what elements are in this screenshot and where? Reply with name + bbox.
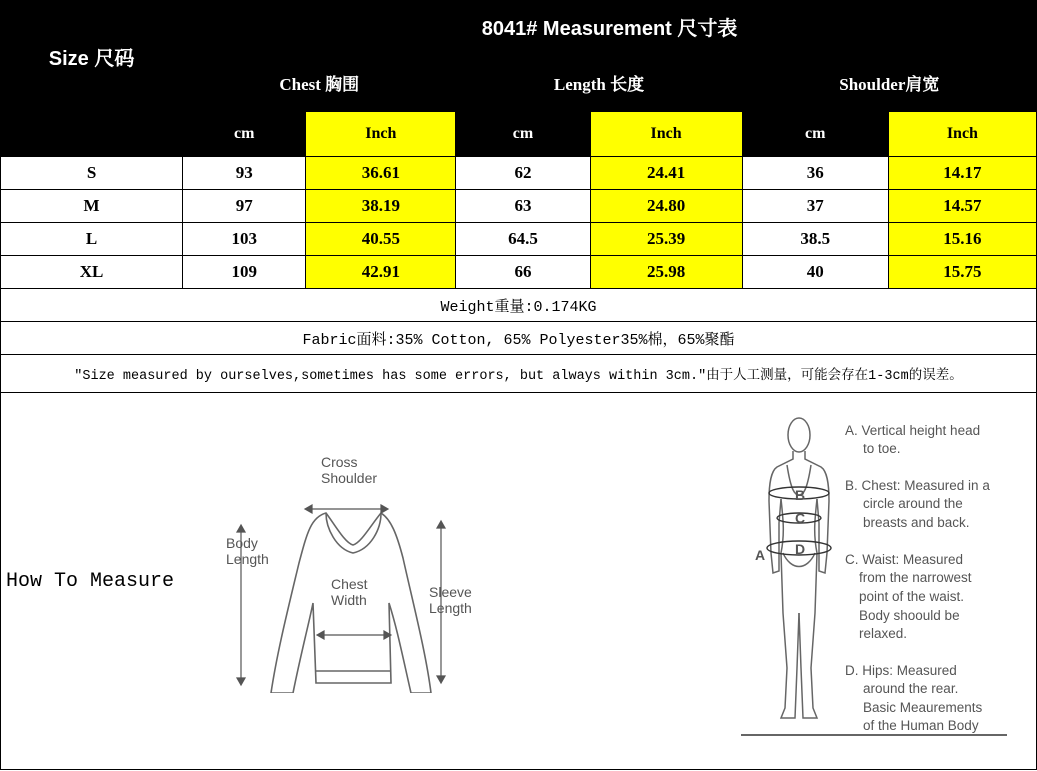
chest-inch: 42.91	[306, 256, 456, 289]
table-row	[1, 256, 1037, 289]
chest-inch: 40.55	[306, 223, 456, 256]
chest-cm: 109	[183, 256, 306, 289]
length-cm: 64.5	[456, 223, 590, 256]
shoulder-cm: 36	[742, 157, 888, 190]
note-c: Body shoould be	[859, 608, 960, 623]
length-cm: 63	[456, 190, 590, 223]
length-cm: 62	[456, 157, 590, 190]
table-title: 8041# Measurement 尺寸表	[183, 1, 1037, 53]
shoulder-inch: 15.75	[888, 256, 1036, 289]
unit-header: Inch	[590, 112, 742, 157]
chest-cm: 97	[183, 190, 306, 223]
chest-width-label: Width	[331, 592, 367, 608]
shoulder-cm: 37	[742, 190, 888, 223]
body-measure-diagram	[739, 413, 1019, 758]
note-c: point of the waist.	[859, 589, 965, 604]
size-label: XL	[1, 256, 183, 289]
error-note-row: "Size measured by ourselves,sometimes has some errors, but always within 3cm."由于人工测量，可能会存在1-3cm的误差。	[1, 355, 1037, 393]
shoulder-inch: 14.57	[888, 190, 1036, 223]
letter-d: D	[795, 541, 806, 557]
sleeve-length-label: Sleeve	[429, 584, 472, 600]
table-row	[1, 157, 1037, 190]
shoulder-cm: 40	[742, 256, 888, 289]
shoulder-inch: 14.17	[888, 157, 1036, 190]
unit-header: Inch	[306, 112, 456, 157]
size-label: L	[1, 223, 183, 256]
unit-header: cm	[742, 112, 888, 157]
note-c: C. Waist: Measured	[845, 552, 964, 567]
size-label: S	[1, 157, 183, 190]
note-a: A. Vertical height head	[845, 423, 981, 438]
note-d: around the rear.	[863, 681, 959, 696]
table-row	[1, 190, 1037, 223]
letter-c: C	[795, 510, 806, 526]
length-inch: 25.98	[590, 256, 742, 289]
length-inch: 24.41	[590, 157, 742, 190]
shoulder-cm: 38.5	[742, 223, 888, 256]
note-b: B. Chest: Measured in a	[845, 478, 990, 493]
length-group-header: Length 长度	[456, 53, 742, 112]
unit-header: Inch	[888, 112, 1036, 157]
note-b: circle around the	[863, 496, 963, 511]
human-body-icon	[769, 418, 829, 718]
letter-a: A	[755, 547, 766, 563]
note-b: breasts and back.	[863, 515, 970, 530]
unit-header-blank	[1, 112, 183, 157]
chest-group-header: Chest 胸围	[183, 53, 456, 112]
body-length-label: Body	[226, 535, 258, 551]
cross-shoulder-label: Cross	[321, 454, 358, 470]
note-c: relaxed.	[859, 626, 908, 641]
body-length-label: Length	[226, 551, 269, 567]
shoulder-group-header: Shoulder肩宽	[742, 53, 1036, 112]
note-d: Basic Meaurements	[863, 700, 983, 715]
length-cm: 66	[456, 256, 590, 289]
how-to-measure-section	[0, 393, 1037, 770]
chest-width-label: Chest	[331, 576, 368, 592]
note-d: of the Human Body	[863, 718, 979, 733]
unit-header: cm	[456, 112, 590, 157]
weight-row: Weight重量:0.174KG	[1, 289, 1037, 322]
chest-cm: 93	[183, 157, 306, 190]
length-inch: 25.39	[590, 223, 742, 256]
note-c: from the narrowest	[859, 570, 972, 585]
chest-cm: 103	[183, 223, 306, 256]
sleeve-length-label: Length	[429, 600, 472, 616]
size-column-header: Size 尺码	[1, 1, 183, 112]
note-d: D. Hips: Measured	[845, 663, 957, 678]
how-to-measure-label: How To Measure	[6, 570, 175, 593]
table-row	[1, 223, 1037, 256]
sweater-measure-diagram	[221, 453, 481, 693]
length-inch: 24.80	[590, 190, 742, 223]
chest-inch: 36.61	[306, 157, 456, 190]
fabric-row: Fabric面料:35% Cotton, 65% Polyester35%棉，65%聚酯	[1, 322, 1037, 355]
chest-inch: 38.19	[306, 190, 456, 223]
letter-b: B	[795, 487, 806, 503]
note-a: to toe.	[863, 441, 901, 456]
shoulder-inch: 15.16	[888, 223, 1036, 256]
cross-shoulder-label: Shoulder	[321, 470, 378, 486]
unit-header: cm	[183, 112, 306, 157]
size-label: M	[1, 190, 183, 223]
